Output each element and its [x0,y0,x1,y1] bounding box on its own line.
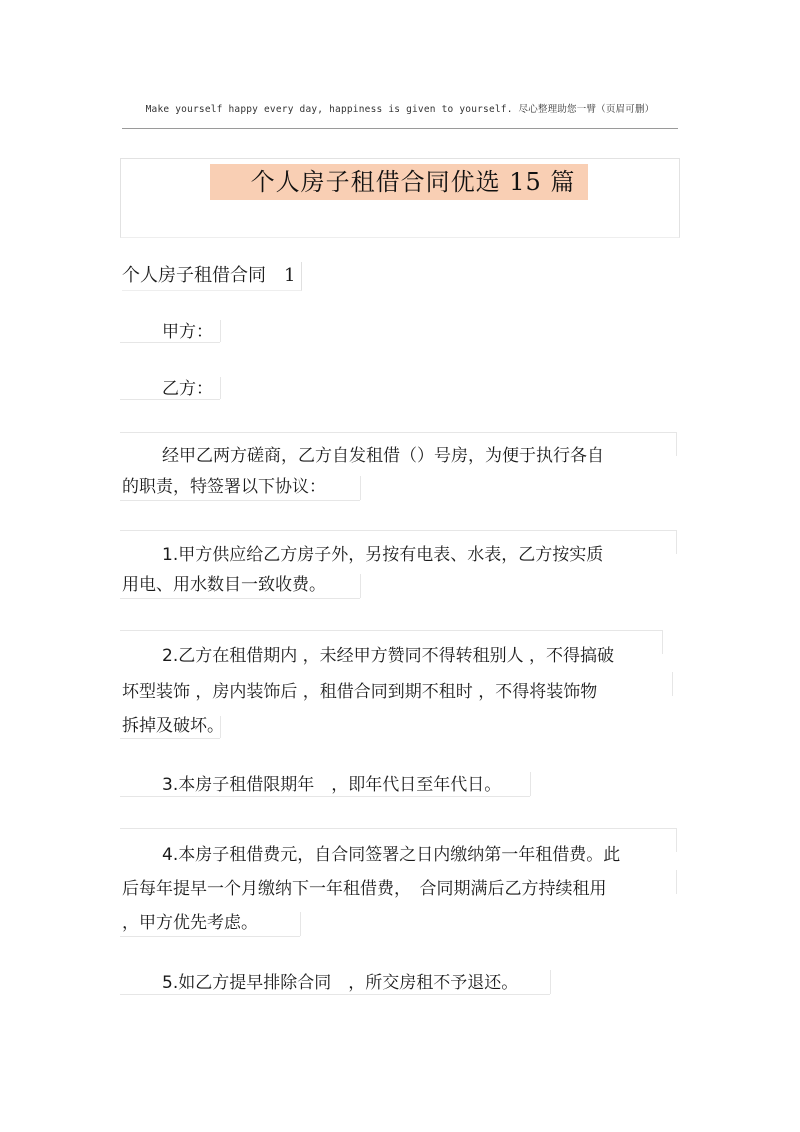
clause-3-number: 3. [162,775,179,795]
clause-2-line-2: 坏型装饰 ，房内装饰后 ，租借合同到期不租时 ，不得将装饰物 [122,682,598,702]
section-heading: 个人房子租借合同 1 [122,262,302,291]
guide-clause-3-right [530,772,531,796]
intro-line-1: 经甲乙两方磋商，乙方自发租借（）号房，为便于执行各自 [162,446,604,466]
party-b-label: 乙方： [162,379,213,399]
clause-4-line-1 [162,840,620,870]
guide-clause-4-top [120,828,676,829]
guide-clause-4-right [676,828,677,852]
clause-5-number: 5. [162,973,179,993]
clause-2-text-1: 乙方在租借期内 ，未经甲方赞同不得转租别人 ，不得搞破 [178,646,615,666]
guide-clause-5-right [550,970,551,994]
clause-1-number: 1. [162,545,179,565]
guide-clause-1-right2 [360,574,361,598]
party-a-label: 甲方： [162,322,213,342]
guide-intro-right2 [360,476,361,500]
guide-clause-2-top [120,630,662,631]
clause-4-text-1: 本房子租借费元，自合同签署之日内缴纳第一年租借费。此 [178,845,621,865]
clause-2-line-3: 拆掉及破坏。 [122,716,224,736]
guide-party-a-right [220,320,221,342]
clause-1-line-1 [162,540,603,570]
header-rule [122,128,678,129]
clause-3-line-1 [162,770,501,800]
intro-line-2: 的职责，特签署以下协议： [122,477,326,497]
clause-5-text-1: 如乙方提早排除合同 ，所交房租不予退还。 [178,973,519,993]
page-header: Make yourself happy every day, happiness is given to yourself. 尽心整理助您一臂（页眉可删） [145,104,655,115]
guide-clause-4-right3 [300,912,301,936]
clause-5-line-1 [162,968,518,998]
clause-1-line-2: 用电、用水数目一致收费。 [122,575,326,595]
guide-clause-1-right [676,530,677,554]
guide-clause-1-top [120,530,676,531]
guide-intro-top [120,432,676,433]
guide-intro-right [676,432,677,456]
clause-4-number: 4. [162,845,179,865]
clause-1-text-1: 甲方供应给乙方房子外，另按有电表、水表，乙方按实质 [178,545,604,565]
guide-clause-2-mid [672,672,673,696]
guide-clause-4-mid [676,870,677,894]
document-title: 个人房子租借合同优选 15 篇 [250,168,576,196]
clause-2-line-1 [162,641,614,671]
clause-3-text-1: 本房子租借限期年 ，即年代日至年代日。 [178,775,502,795]
guide-party-b-right [220,377,221,399]
clause-2-number: 2. [162,646,179,666]
guide-clause-2-right [662,630,663,654]
clause-4-line-2: 后每年提早一个月缴纳下一年租借费， 合同期满后乙方持续租用 [122,879,607,899]
clause-4-line-3: ，甲方优先考虑。 [122,913,258,933]
